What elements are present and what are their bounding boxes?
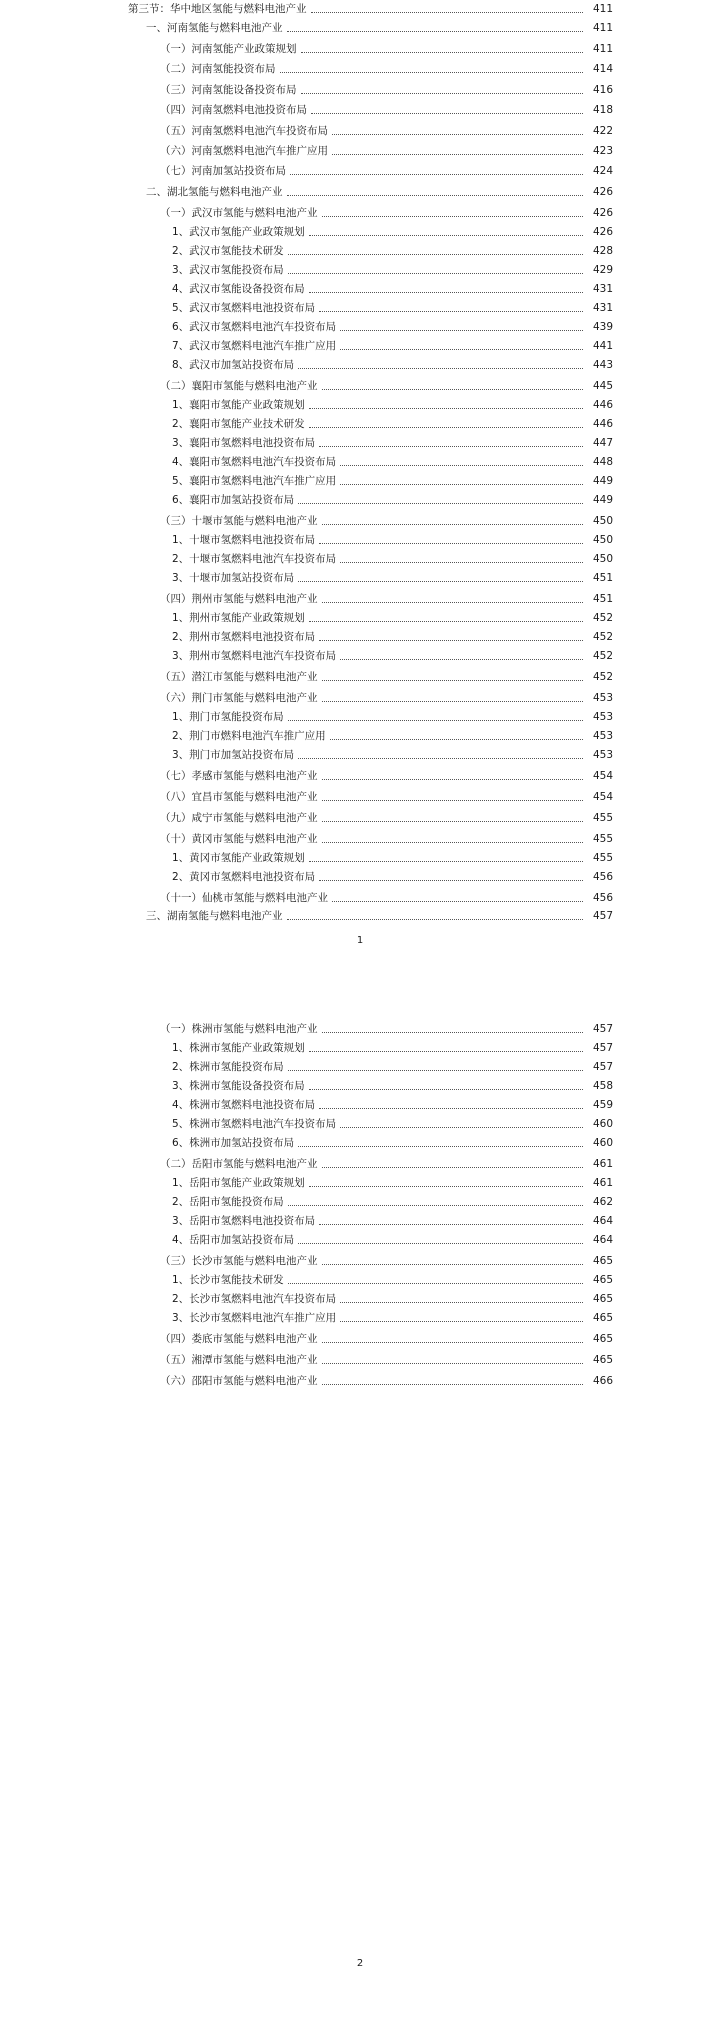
toc-entry-page-number: 431	[592, 302, 613, 314]
toc-entry[interactable]	[0, 572, 720, 585]
toc-entry-title: 第三节：华中地区氢能与燃料电池产业	[128, 3, 307, 15]
toc-entry-page-number: 465	[592, 1255, 613, 1267]
toc-entry[interactable]	[0, 437, 720, 450]
toc-entry-title: 三、湖南氢能与燃料电池产业	[146, 910, 283, 922]
toc-entry-title: 1、荆州市氢能产业政策规划	[172, 612, 305, 624]
toc-entry-page-number: 460	[592, 1118, 613, 1130]
toc-entry[interactable]	[0, 456, 720, 469]
toc-entry-title: （五）河南氢燃料电池汽车投资布局	[160, 125, 328, 137]
toc-entry-page-number: 465	[592, 1312, 613, 1324]
toc-entry-page-number: 447	[592, 437, 613, 449]
toc-entry-title: （一）武汉市氢能与燃料电池产业	[160, 207, 318, 219]
toc-entry-page-number: 465	[592, 1354, 613, 1366]
toc-entry[interactable]	[0, 1158, 720, 1171]
toc-entry-page-number: 465	[592, 1274, 613, 1286]
dot-leader	[309, 292, 583, 293]
toc-entry-title: 3、荆门市加氢站投资布局	[172, 749, 295, 761]
toc-entry-title: 5、武汉市氢燃料电池投资布局	[172, 302, 316, 314]
toc-entry-page-number: 446	[592, 399, 613, 411]
toc-entry-page-number: 450	[592, 553, 613, 565]
dot-leader	[319, 1108, 583, 1109]
toc-entry[interactable]	[0, 1042, 720, 1055]
toc-entry[interactable]	[0, 186, 720, 199]
dot-leader	[322, 1032, 584, 1033]
toc-entry[interactable]	[0, 671, 720, 684]
toc-entry-title: 3、长沙市氢燃料电池汽车推广应用	[172, 1312, 337, 1324]
toc-entry-title: 3、襄阳市氢燃料电池投资布局	[172, 437, 316, 449]
dot-leader	[301, 93, 584, 94]
toc-entry-page-number: 451	[592, 572, 613, 584]
toc-entry[interactable]	[0, 892, 720, 905]
dot-leader	[280, 72, 584, 73]
toc-entry[interactable]	[0, 165, 720, 178]
toc-entry-title: 2、荆门市燃料电池汽车推广应用	[172, 730, 326, 742]
toc-entry-title: 2、荆州市氢燃料电池投资布局	[172, 631, 316, 643]
toc-entry[interactable]	[0, 1137, 720, 1150]
toc-entry-page-number: 414	[592, 63, 613, 75]
dot-leader	[340, 465, 583, 466]
toc-entry[interactable]	[0, 612, 720, 625]
toc-entry[interactable]	[0, 711, 720, 724]
toc-entry-title: （十）黄冈市氢能与燃料电池产业	[160, 833, 318, 845]
toc-entry[interactable]	[0, 1177, 720, 1190]
toc-entry-page-number: 457	[592, 910, 613, 922]
toc-entry-title: 4、襄阳市氢燃料电池汽车投资布局	[172, 456, 337, 468]
toc-entry-title: 1、十堰市氢燃料电池投资布局	[172, 534, 316, 546]
toc-entry-title: （一）株洲市氢能与燃料电池产业	[160, 1023, 318, 1035]
dot-leader	[340, 349, 583, 350]
toc-entry-title: （九）咸宁市氢能与燃料电池产业	[160, 812, 318, 824]
toc-entry-title: 3、岳阳市氢燃料电池投资布局	[172, 1215, 316, 1227]
toc-entry[interactable]	[0, 1375, 720, 1388]
dot-leader	[322, 842, 584, 843]
toc-entry[interactable]	[0, 43, 720, 56]
toc-entry[interactable]	[0, 321, 720, 334]
dot-leader	[298, 758, 583, 759]
dot-leader	[288, 254, 583, 255]
dot-leader	[322, 1167, 584, 1168]
dot-leader	[332, 134, 583, 135]
toc-entry-page-number: 460	[592, 1137, 613, 1149]
dot-leader	[322, 389, 584, 390]
dot-leader	[309, 408, 583, 409]
toc-entry-page-number: 452	[592, 671, 613, 683]
toc-entry-page-number: 454	[592, 770, 613, 782]
dot-leader	[322, 1363, 584, 1364]
dot-leader	[290, 174, 583, 175]
toc-entry-page-number: 453	[592, 692, 613, 704]
toc-entry-page-number: 450	[592, 515, 613, 527]
toc-entry[interactable]	[0, 1312, 720, 1325]
toc-entry[interactable]	[0, 770, 720, 783]
toc-entry-title: （六）荆门市氢能与燃料电池产业	[160, 692, 318, 704]
dot-leader	[309, 1051, 583, 1052]
toc-entry[interactable]	[0, 84, 720, 97]
dot-leader	[319, 543, 583, 544]
toc-entry[interactable]	[0, 631, 720, 644]
toc-entry-title: 3、株洲市氢能设备投资布局	[172, 1080, 305, 1092]
toc-entry-page-number: 439	[592, 321, 613, 333]
dot-leader	[288, 273, 583, 274]
toc-entry-title: 4、株洲市氢燃料电池投资布局	[172, 1099, 316, 1111]
toc-entry-page-number: 431	[592, 283, 613, 295]
toc-entry-page-number: 453	[592, 730, 613, 742]
toc-entry-title: 1、株洲市氢能产业政策规划	[172, 1042, 305, 1054]
toc-entry-title: 1、黄冈市氢能产业政策规划	[172, 852, 305, 864]
toc-entry-page-number: 449	[592, 475, 613, 487]
toc-entry[interactable]	[0, 593, 720, 606]
toc-entry[interactable]	[0, 22, 720, 35]
toc-entry-page-number: 465	[592, 1293, 613, 1305]
toc-entry[interactable]	[0, 1118, 720, 1131]
toc-entry-title: 1、岳阳市氢能产业政策规划	[172, 1177, 305, 1189]
dot-leader	[340, 330, 583, 331]
dot-leader	[301, 52, 584, 53]
dot-leader	[298, 368, 583, 369]
toc-entry[interactable]	[0, 1234, 720, 1247]
toc-entry[interactable]	[0, 1099, 720, 1112]
toc-entry-page-number: 455	[592, 852, 613, 864]
toc-entry-title: 一、河南氢能与燃料电池产业	[146, 22, 283, 34]
toc-entry-title: （四）娄底市氢能与燃料电池产业	[160, 1333, 318, 1345]
toc-entry-page-number: 456	[592, 871, 613, 883]
toc-entry-page-number: 422	[592, 125, 613, 137]
toc-entry[interactable]	[0, 302, 720, 315]
toc-entry-page-number: 459	[592, 1099, 613, 1111]
toc-entry[interactable]	[0, 399, 720, 412]
toc-entry[interactable]	[0, 1061, 720, 1074]
dot-leader	[319, 446, 583, 447]
toc-entry-page-number: 426	[592, 207, 613, 219]
toc-entry-title: 2、长沙市氢燃料电池汽车投资布局	[172, 1293, 337, 1305]
toc-entry-title: 2、岳阳市氢能投资布局	[172, 1196, 284, 1208]
dot-leader	[298, 1243, 583, 1244]
toc-entry-title: （三）河南氢能设备投资布局	[160, 84, 297, 96]
dot-leader	[287, 195, 584, 196]
dot-leader	[322, 779, 584, 780]
toc-entry-page-number: 441	[592, 340, 613, 352]
toc-entry-page-number: 424	[592, 165, 613, 177]
toc-entry[interactable]	[0, 553, 720, 566]
toc-page-2	[0, 1020, 720, 2037]
dot-leader	[298, 503, 583, 504]
dot-leader	[298, 1146, 583, 1147]
toc-entry-page-number: 452	[592, 631, 613, 643]
toc-entry-title: 4、岳阳市加氢站投资布局	[172, 1234, 295, 1246]
toc-entry[interactable]	[0, 1196, 720, 1209]
toc-entry-page-number: 446	[592, 418, 613, 430]
toc-entry[interactable]	[0, 749, 720, 762]
toc-entry[interactable]	[0, 812, 720, 825]
dot-leader	[340, 562, 583, 563]
toc-entry-title: 2、黄冈市氢燃料电池投资布局	[172, 871, 316, 883]
toc-entry-title: 2、十堰市氢燃料电池汽车投资布局	[172, 553, 337, 565]
toc-entry-page-number: 411	[592, 43, 613, 55]
toc-entry[interactable]	[0, 791, 720, 804]
toc-entry[interactable]	[0, 1215, 720, 1228]
toc-entry-title: 1、武汉市氢能产业政策规划	[172, 226, 305, 238]
toc-entry[interactable]	[0, 1354, 720, 1367]
toc-entry-page-number: 411	[592, 22, 613, 34]
dot-leader	[287, 919, 584, 920]
toc-entry-page-number: 429	[592, 264, 613, 276]
toc-entry[interactable]	[0, 650, 720, 663]
toc-entry[interactable]	[0, 226, 720, 239]
dot-leader	[309, 1089, 583, 1090]
toc-entry-title: 6、武汉市氢燃料电池汽车投资布局	[172, 321, 337, 333]
toc-entry[interactable]	[0, 264, 720, 277]
toc-entry[interactable]	[0, 833, 720, 846]
toc-entry-title: 6、株洲市加氢站投资布局	[172, 1137, 295, 1149]
toc-entry-title: 2、武汉市氢能技术研发	[172, 245, 284, 257]
toc-entry-title: 2、襄阳市氢能产业技术研发	[172, 418, 305, 430]
dot-leader	[309, 1186, 583, 1187]
toc-entry-title: 8、武汉市加氢站投资布局	[172, 359, 295, 371]
toc-entry-page-number: 464	[592, 1215, 613, 1227]
toc-entry[interactable]	[0, 359, 720, 372]
dot-leader	[309, 861, 583, 862]
toc-entry-title: （二）河南氢能投资布局	[160, 63, 276, 75]
toc-entry-title: 3、武汉市氢能投资布局	[172, 264, 284, 276]
toc-entry-page-number: 452	[592, 650, 613, 662]
dot-leader	[319, 1224, 583, 1225]
dot-leader	[322, 701, 584, 702]
toc-entry-page-number: 452	[592, 612, 613, 624]
toc-entry-title: （五）湘潭市氢能与燃料电池产业	[160, 1354, 318, 1366]
toc-entry[interactable]	[0, 145, 720, 158]
toc-entry-page-number: 411	[592, 3, 613, 15]
toc-entry-page-number: 461	[592, 1177, 613, 1189]
toc-entry-title: （二）岳阳市氢能与燃料电池产业	[160, 1158, 318, 1170]
toc-entry[interactable]	[0, 1333, 720, 1346]
dot-leader	[319, 640, 583, 641]
toc-entry-page-number: 455	[592, 833, 613, 845]
toc-entry[interactable]	[0, 871, 720, 884]
dot-leader	[319, 880, 583, 881]
toc-entry[interactable]	[0, 104, 720, 117]
toc-entry-page-number: 466	[592, 1375, 613, 1387]
dot-leader	[322, 680, 584, 681]
dot-leader	[309, 235, 583, 236]
dot-leader	[309, 621, 583, 622]
dot-leader	[322, 800, 584, 801]
toc-entry-page-number: 455	[592, 812, 613, 824]
toc-entry-page-number: 457	[592, 1061, 613, 1073]
toc-entry-page-number: 457	[592, 1042, 613, 1054]
dot-leader	[287, 31, 584, 32]
toc-entry-title: （七）孝感市氢能与燃料电池产业	[160, 770, 318, 782]
toc-entry[interactable]	[0, 3, 720, 16]
dot-leader	[340, 1302, 583, 1303]
toc-entry-title: 4、武汉市氢能设备投资布局	[172, 283, 305, 295]
toc-entry[interactable]	[0, 1293, 720, 1306]
page-number: 2	[356, 1958, 364, 1969]
toc-entry-title: 3、荆州市氢燃料电池汽车投资布局	[172, 650, 337, 662]
dot-leader	[298, 581, 583, 582]
toc-entry-page-number: 450	[592, 534, 613, 546]
toc-entry[interactable]	[0, 418, 720, 431]
dot-leader	[288, 1205, 583, 1206]
dot-leader	[311, 113, 583, 114]
toc-entry[interactable]	[0, 283, 720, 296]
toc-entry-page-number: 426	[592, 186, 613, 198]
toc-entry-page-number: 458	[592, 1080, 613, 1092]
dot-leader	[319, 311, 583, 312]
dot-leader	[340, 659, 583, 660]
toc-entry[interactable]	[0, 63, 720, 76]
toc-entry-title: 7、武汉市氢燃料电池汽车推广应用	[172, 340, 337, 352]
toc-entry-title: （二）襄阳市氢能与燃料电池产业	[160, 380, 318, 392]
toc-entry-page-number: 461	[592, 1158, 613, 1170]
toc-entry-title: 5、株洲市氢燃料电池汽车投资布局	[172, 1118, 337, 1130]
toc-entry-page-number: 465	[592, 1333, 613, 1345]
toc-entry-title: 3、十堰市加氢站投资布局	[172, 572, 295, 584]
toc-entry[interactable]	[0, 340, 720, 353]
toc-entry-title: 1、襄阳市氢能产业政策规划	[172, 399, 305, 411]
toc-entry-page-number: 428	[592, 245, 613, 257]
toc-entry-page-number: 457	[592, 1023, 613, 1035]
toc-entry[interactable]	[0, 245, 720, 258]
toc-entry[interactable]	[0, 1255, 720, 1268]
toc-entry-title: （一）河南氢能产业政策规划	[160, 43, 297, 55]
toc-entry[interactable]	[0, 730, 720, 743]
toc-entry-page-number: 418	[592, 104, 613, 116]
toc-entry-page-number: 416	[592, 84, 613, 96]
dot-leader	[322, 1384, 584, 1385]
toc-entry-page-number: 426	[592, 226, 613, 238]
dot-leader	[288, 1070, 583, 1071]
toc-entry[interactable]	[0, 515, 720, 528]
dot-leader	[322, 524, 584, 525]
toc-entry[interactable]	[0, 1080, 720, 1093]
toc-entry-title: 5、襄阳市氢燃料电池汽车推广应用	[172, 475, 337, 487]
dot-leader	[322, 216, 584, 217]
toc-entry[interactable]	[0, 475, 720, 488]
toc-entry-page-number: 453	[592, 711, 613, 723]
toc-entry-page-number: 451	[592, 593, 613, 605]
toc-entry[interactable]	[0, 494, 720, 507]
toc-entry-page-number: 454	[592, 791, 613, 803]
toc-entry-page-number: 449	[592, 494, 613, 506]
toc-entry-page-number: 443	[592, 359, 613, 371]
dot-leader	[322, 602, 584, 603]
toc-entry-title: （八）宜昌市氢能与燃料电池产业	[160, 791, 318, 803]
dot-leader	[340, 1127, 583, 1128]
toc-entry-page-number: 462	[592, 1196, 613, 1208]
dot-leader	[309, 427, 583, 428]
toc-entry[interactable]	[0, 1023, 720, 1036]
dot-leader	[332, 154, 583, 155]
toc-entry-title: （六）邵阳市氢能与燃料电池产业	[160, 1375, 318, 1387]
toc-entry-title: （七）河南加氢站投资布局	[160, 165, 286, 177]
toc-entry-title: 二、湖北氢能与燃料电池产业	[146, 186, 283, 198]
dot-leader	[322, 1264, 584, 1265]
toc-entry-page-number: 456	[592, 892, 613, 904]
toc-entry-page-number: 464	[592, 1234, 613, 1246]
toc-entry[interactable]	[0, 207, 720, 220]
toc-entry-title: （四）河南氢燃料电池投资布局	[160, 104, 307, 116]
toc-entry-title: 1、荆门市氢能投资布局	[172, 711, 284, 723]
toc-entry-title: （十一）仙桃市氢能与燃料电池产业	[160, 892, 328, 904]
toc-entry-title: （三）十堰市氢能与燃料电池产业	[160, 515, 318, 527]
toc-entry[interactable]	[0, 380, 720, 393]
toc-entry-title: （六）河南氢燃料电池汽车推广应用	[160, 145, 328, 157]
dot-leader	[322, 1342, 584, 1343]
toc-entry-page-number: 448	[592, 456, 613, 468]
toc-entry[interactable]	[0, 910, 720, 923]
dot-leader	[288, 720, 583, 721]
dot-leader	[340, 484, 583, 485]
toc-entry-page-number: 445	[592, 380, 613, 392]
toc-entry[interactable]	[0, 1274, 720, 1287]
toc-entry-title: 6、襄阳市加氢站投资布局	[172, 494, 295, 506]
toc-entry-page-number: 423	[592, 145, 613, 157]
toc-entry-title: （四）荆州市氢能与燃料电池产业	[160, 593, 318, 605]
toc-entry-title: 2、株洲市氢能投资布局	[172, 1061, 284, 1073]
toc-entry-title: （五）潜江市氢能与燃料电池产业	[160, 671, 318, 683]
page-number: 1	[356, 935, 364, 946]
dot-leader	[311, 12, 584, 13]
toc-entry-title: 1、长沙市氢能技术研发	[172, 1274, 284, 1286]
dot-leader	[322, 821, 584, 822]
toc-entry-page-number: 453	[592, 749, 613, 761]
toc-entry[interactable]	[0, 534, 720, 547]
dot-leader	[332, 901, 583, 902]
toc-entry[interactable]	[0, 125, 720, 138]
dot-leader	[288, 1283, 583, 1284]
toc-entry[interactable]	[0, 852, 720, 865]
dot-leader	[330, 739, 583, 740]
toc-entry-title: （三）长沙市氢能与燃料电池产业	[160, 1255, 318, 1267]
dot-leader	[340, 1321, 583, 1322]
toc-entry[interactable]	[0, 692, 720, 705]
